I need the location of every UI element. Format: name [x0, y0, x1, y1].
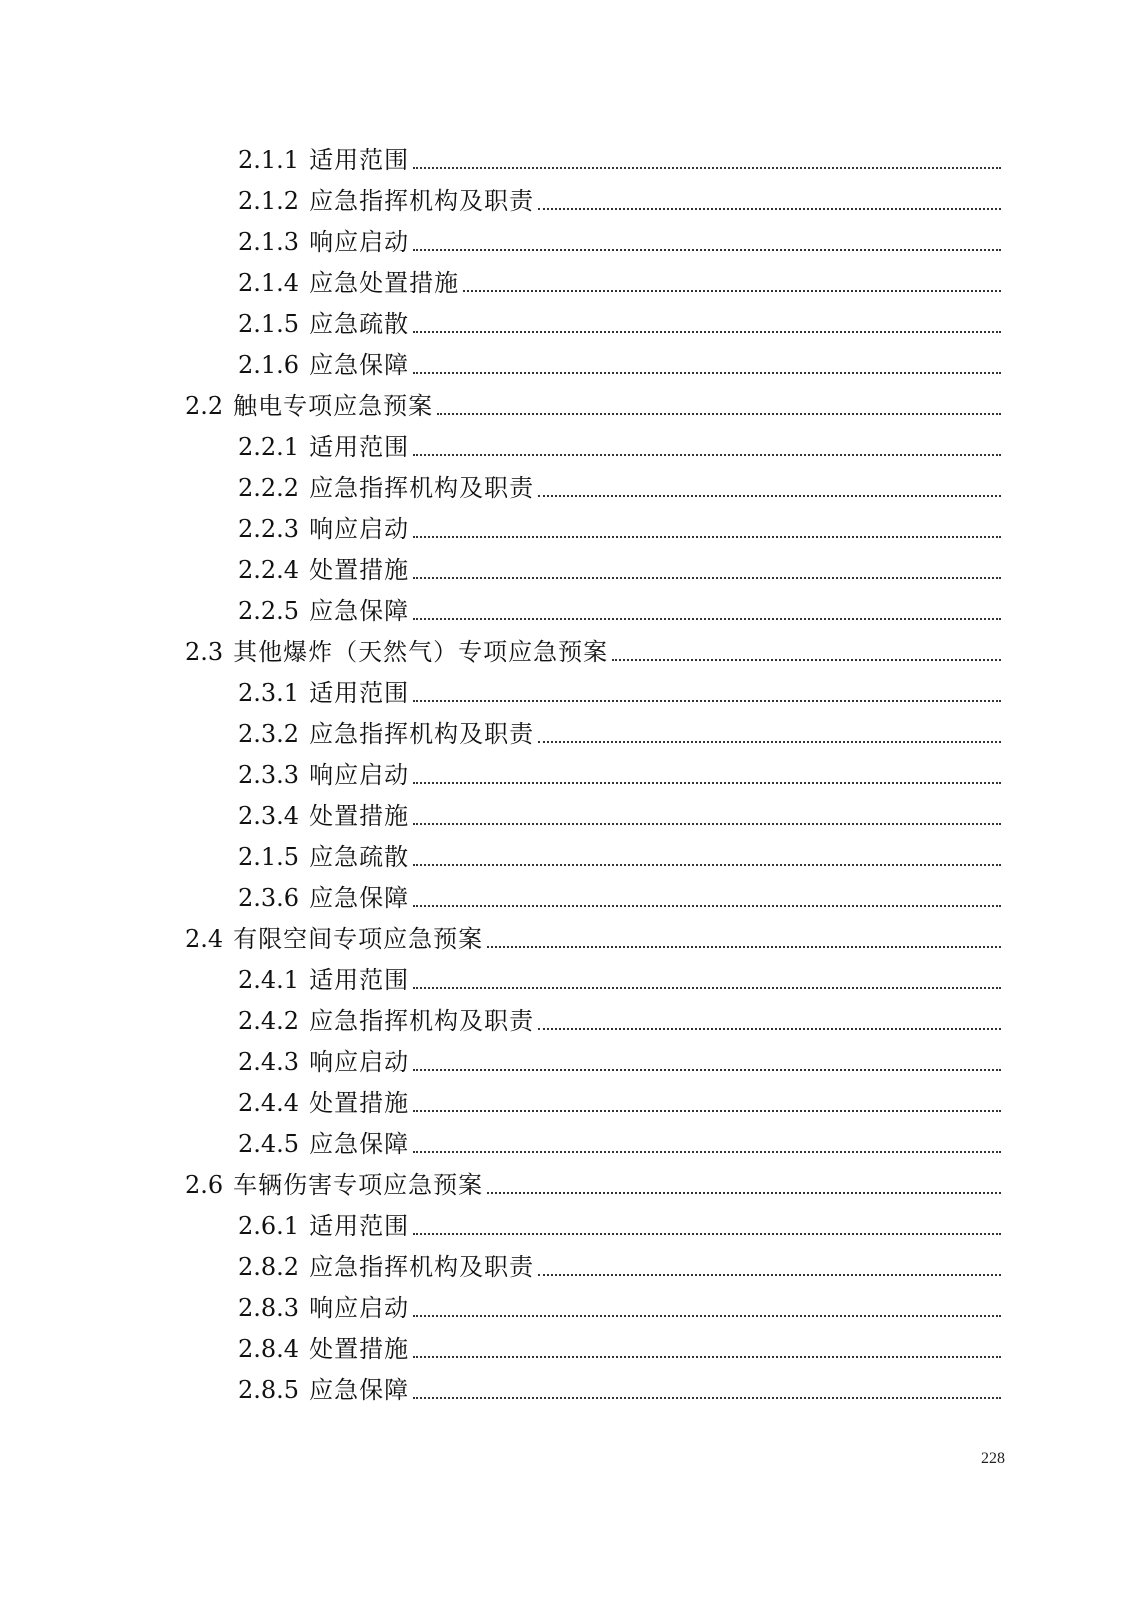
dot-leader — [538, 495, 1001, 497]
dot-leader — [413, 1151, 1001, 1153]
toc-entry-title: 适用范围 — [309, 1212, 410, 1240]
toc-subsection-entry[interactable] — [238, 589, 1001, 630]
toc-subsection-entry[interactable] — [238, 425, 1001, 466]
toc-entry-title: 应急指挥机构及职责 — [309, 720, 535, 748]
toc-entry-number: 2.4.2 — [238, 1007, 300, 1035]
toc-entry-title: 应急处置措施 — [309, 269, 460, 297]
toc-subsection-entry[interactable] — [238, 138, 1001, 179]
dot-leader — [413, 372, 1001, 374]
toc-subsection-entry[interactable] — [238, 671, 1001, 712]
toc-entry-title: 响应启动 — [309, 515, 410, 543]
toc-subsection-entry[interactable] — [238, 835, 1001, 876]
dot-leader — [612, 659, 1001, 661]
toc-section-entry[interactable] — [185, 630, 1001, 671]
toc-subsection-entry[interactable] — [238, 179, 1001, 220]
dot-leader — [413, 1233, 1001, 1235]
toc-subsection-entry[interactable] — [238, 876, 1001, 917]
toc-entry-title: 车辆伤害专项应急预案 — [233, 1171, 484, 1199]
dot-leader — [413, 1315, 1001, 1317]
toc-subsection-entry[interactable] — [238, 548, 1001, 589]
toc-subsection-entry[interactable] — [238, 466, 1001, 507]
dot-leader — [538, 208, 1001, 210]
toc-entry-title: 应急保障 — [309, 351, 410, 379]
toc-subsection-entry[interactable] — [238, 794, 1001, 835]
dot-leader — [463, 290, 1001, 292]
toc-subsection-entry[interactable] — [238, 220, 1001, 261]
toc-entry-title: 适用范围 — [309, 146, 410, 174]
toc-entry-number: 2.8.5 — [238, 1376, 300, 1404]
toc-entry-number: 2.1.2 — [238, 187, 300, 215]
dot-leader — [413, 536, 1001, 538]
dot-leader — [413, 864, 1001, 866]
toc-entry-title: 处置措施 — [309, 556, 410, 584]
toc-entry-number: 2.1.3 — [238, 228, 300, 256]
toc-entry-title: 处置措施 — [309, 1089, 410, 1117]
toc-entry-number: 2.4.1 — [238, 966, 300, 994]
toc-subsection-entry[interactable] — [238, 261, 1001, 302]
toc-entry-title: 响应启动 — [309, 228, 410, 256]
toc-entry-number: 2.4.5 — [238, 1130, 300, 1158]
dot-leader — [413, 1356, 1001, 1358]
dot-leader — [413, 987, 1001, 989]
toc-entry-title: 应急保障 — [309, 597, 410, 625]
toc-entry-number: 2.8.4 — [238, 1335, 300, 1363]
toc-entry-number: 2.4.4 — [238, 1089, 300, 1117]
table-of-contents — [0, 138, 1131, 1409]
toc-subsection-entry[interactable] — [238, 958, 1001, 999]
toc-entry-title: 适用范围 — [309, 679, 410, 707]
toc-entry-number: 2.3.4 — [238, 802, 300, 830]
toc-entry-number: 2.1.1 — [238, 146, 300, 174]
dot-leader — [487, 946, 1001, 948]
toc-section-entry[interactable] — [185, 917, 1001, 958]
dot-leader — [487, 1192, 1001, 1194]
page-number: 228 — [981, 1450, 1005, 1467]
toc-entry-title: 应急疏散 — [309, 843, 410, 871]
toc-entry-number: 2.2.1 — [238, 433, 300, 461]
toc-entry-number: 2.3.2 — [238, 720, 300, 748]
toc-entry-title: 应急指挥机构及职责 — [309, 1007, 535, 1035]
toc-entry-title: 响应启动 — [309, 1294, 410, 1322]
toc-subsection-entry[interactable] — [238, 1204, 1001, 1245]
toc-subsection-entry[interactable] — [238, 999, 1001, 1040]
toc-entry-title: 应急指挥机构及职责 — [309, 1253, 535, 1281]
toc-entry-title: 其他爆炸（天然气）专项应急预案 — [233, 638, 609, 666]
dot-leader — [413, 618, 1001, 620]
toc-subsection-entry[interactable] — [238, 1040, 1001, 1081]
dot-leader — [413, 905, 1001, 907]
toc-subsection-entry[interactable] — [238, 1122, 1001, 1163]
toc-entry-number: 2.4.3 — [238, 1048, 300, 1076]
toc-entry-title: 应急指挥机构及职责 — [309, 187, 535, 215]
toc-entry-number: 2.3 — [185, 638, 224, 666]
toc-entry-title: 有限空间专项应急预案 — [233, 925, 484, 953]
dot-leader — [413, 167, 1001, 169]
dot-leader — [413, 249, 1001, 251]
dot-leader — [413, 823, 1001, 825]
toc-entry-title: 应急保障 — [309, 1376, 410, 1404]
toc-section-entry[interactable] — [185, 384, 1001, 425]
dot-leader — [437, 413, 1001, 415]
toc-entry-number: 2.6 — [185, 1171, 224, 1199]
toc-subsection-entry[interactable] — [238, 302, 1001, 343]
toc-entry-title: 应急保障 — [309, 884, 410, 912]
dot-leader — [538, 741, 1001, 743]
toc-entry-number: 2.1.5 — [238, 310, 300, 338]
toc-entry-title: 应急保障 — [309, 1130, 410, 1158]
toc-entry-number: 2.3.3 — [238, 761, 300, 789]
toc-subsection-entry[interactable] — [238, 1245, 1001, 1286]
dot-leader — [538, 1028, 1001, 1030]
toc-entry-title: 适用范围 — [309, 433, 410, 461]
dot-leader — [413, 1397, 1001, 1399]
toc-entry-number: 2.8.3 — [238, 1294, 300, 1322]
toc-entry-number: 2.2.3 — [238, 515, 300, 543]
dot-leader — [413, 700, 1001, 702]
toc-subsection-entry[interactable] — [238, 712, 1001, 753]
toc-entry-title: 适用范围 — [309, 966, 410, 994]
toc-subsection-entry[interactable] — [238, 1368, 1001, 1409]
dot-leader — [413, 331, 1001, 333]
dot-leader — [413, 454, 1001, 456]
dot-leader — [413, 1069, 1001, 1071]
toc-entry-title: 处置措施 — [309, 1335, 410, 1363]
toc-entry-number: 2.8.2 — [238, 1253, 300, 1281]
toc-subsection-entry[interactable] — [238, 753, 1001, 794]
toc-entry-number: 2.3.6 — [238, 884, 300, 912]
toc-section-entry[interactable] — [185, 1163, 1001, 1204]
toc-subsection-entry[interactable] — [238, 343, 1001, 384]
toc-entry-number: 2.1.5 — [238, 843, 300, 871]
dot-leader — [413, 782, 1001, 784]
dot-leader — [413, 1110, 1001, 1112]
toc-entry-title: 触电专项应急预案 — [233, 392, 434, 420]
toc-entry-number: 2.1.6 — [238, 351, 300, 379]
toc-entry-number: 2.2.4 — [238, 556, 300, 584]
toc-entry-number: 2.2 — [185, 392, 224, 420]
toc-entry-title: 应急指挥机构及职责 — [309, 474, 535, 502]
toc-entry-number: 2.3.1 — [238, 679, 300, 707]
toc-entry-number: 2.1.4 — [238, 269, 300, 297]
toc-entry-number: 2.6.1 — [238, 1212, 300, 1240]
toc-subsection-entry[interactable] — [238, 1327, 1001, 1368]
toc-subsection-entry[interactable] — [238, 1286, 1001, 1327]
toc-entry-title: 应急疏散 — [309, 310, 410, 338]
dot-leader — [538, 1274, 1001, 1276]
dot-leader — [413, 577, 1001, 579]
toc-subsection-entry[interactable] — [238, 1081, 1001, 1122]
toc-entry-title: 响应启动 — [309, 761, 410, 789]
toc-entry-number: 2.4 — [185, 925, 224, 953]
toc-entry-number: 2.2.5 — [238, 597, 300, 625]
toc-entry-title: 处置措施 — [309, 802, 410, 830]
toc-entry-title: 响应启动 — [309, 1048, 410, 1076]
toc-entry-number: 2.2.2 — [238, 474, 300, 502]
toc-subsection-entry[interactable] — [238, 507, 1001, 548]
